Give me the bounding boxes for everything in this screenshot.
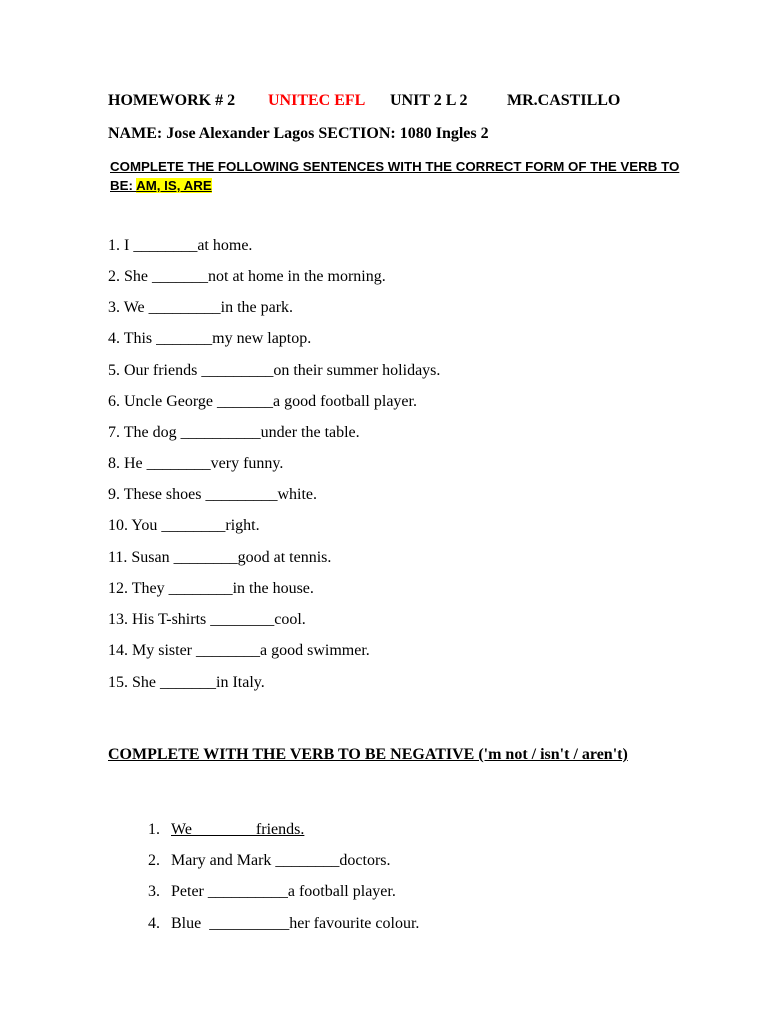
sentence-item: 15. She _______in Italy.: [108, 674, 265, 691]
section2-instruction: COMPLETE WITH THE VERB TO BE NEGATIVE ('m not / isn't / aren't): [108, 746, 628, 763]
sentence-item: 14. My sister ________a good swimmer.: [108, 642, 370, 659]
sentence-item: 3. We _________in the park.: [108, 299, 294, 316]
sentence-item: 10. You ________right.: [108, 517, 260, 534]
unit-label: UNIT 2 L 2: [390, 92, 468, 109]
item-text: We________friends.: [171, 821, 305, 838]
sentence-item: 6. Uncle George _______a good football player.: [108, 393, 417, 410]
section1-highlight: AM, IS, ARE: [136, 178, 212, 193]
item-number: 1.: [148, 821, 160, 838]
sentence-item: 2. She _______not at home in the morning.: [108, 268, 386, 285]
section1-instruction-text: COMPLETE THE FOLLOWING SENTENCES WITH THE CORRECT FORM OF THE VERB TO BE:: [110, 159, 680, 193]
sentence-item: 7. The dog __________under the table.: [108, 424, 360, 441]
sentence-item: 1. I ________at home.: [108, 237, 253, 254]
sentence-item: 9. These shoes _________white.: [108, 486, 318, 503]
item-text: Blue __________her favourite colour.: [171, 915, 420, 932]
sentence-item: 12. They ________in the house.: [108, 580, 314, 597]
sentence-item: 8. He ________very funny.: [108, 455, 284, 472]
item-text: Mary and Mark ________doctors.: [171, 852, 391, 869]
sentence-item: 5. Our friends _________on their summer holidays.: [108, 362, 441, 379]
item-number: 2.: [148, 852, 160, 869]
teacher-name: MR.CASTILLO: [507, 92, 621, 109]
sentence-item: 4. This _______my new laptop.: [108, 330, 312, 347]
section1-instruction: [108, 157, 680, 195]
sentence-item: 13. His T-shirts ________cool.: [108, 611, 306, 628]
item-number: 3.: [148, 883, 160, 900]
item-number: 4.: [148, 915, 160, 932]
homework-number: HOMEWORK # 2: [108, 92, 236, 109]
sentence-item: 11. Susan ________good at tennis.: [108, 549, 332, 566]
student-info: NAME: Jose Alexander Lagos SECTION: 1080 Ingles 2: [108, 125, 489, 142]
negative-item: [124, 897, 419, 951]
item-text: Peter __________a football player.: [171, 883, 396, 900]
school-name: UNITEC EFL: [268, 92, 366, 109]
